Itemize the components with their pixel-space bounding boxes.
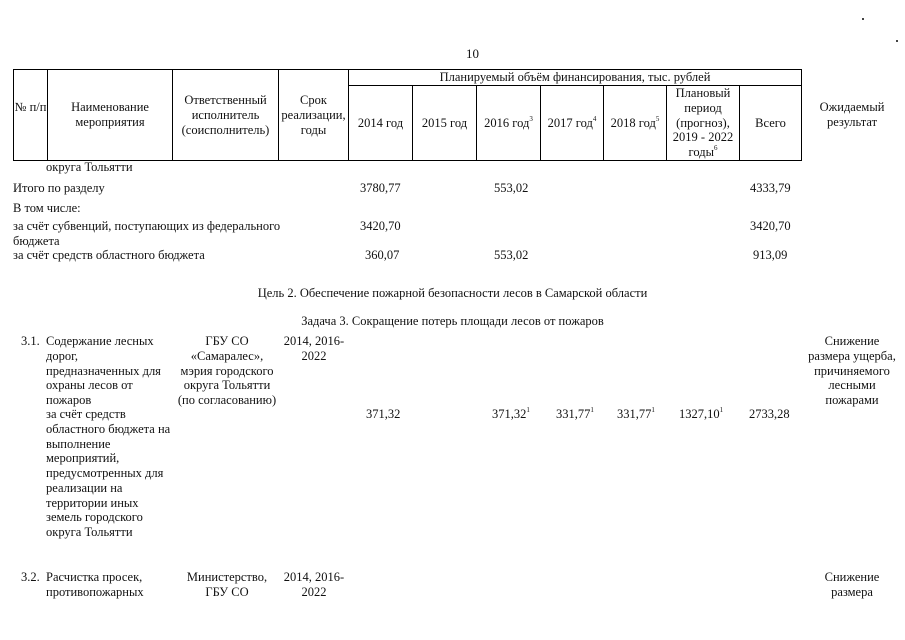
header-result: Ожидаемый результат <box>819 100 885 129</box>
row31-name: Содержание лесных дорог, предназначенных для охраны лесов от пожаров <box>46 334 161 407</box>
row31-plan: 1327,10$^1$ <box>679 406 724 421</box>
header-financing: Планируемый объём финансирования, тыс. рублей <box>439 70 711 84</box>
row31-2018: 331,77$^1$ <box>617 406 655 421</box>
row32-num: 3.2. <box>21 570 40 584</box>
header-2017: 2017 год$^4$ <box>547 115 597 130</box>
summary-regional-sum: 913,09 <box>753 248 788 262</box>
task-heading: Задача 3. Сокращение потерь площади лесов от пожаров <box>301 314 604 328</box>
summary-regional-label: за счёт средств областного бюджета <box>13 248 205 262</box>
summary-total-label: Итого по разделу <box>13 181 105 195</box>
header-name: Наименование мероприятия <box>71 100 149 129</box>
scan-mark <box>862 18 864 20</box>
row32-name: Расчистка просек, противопожарных <box>46 570 144 599</box>
row31-2016: 371,32$^1$ <box>492 406 530 421</box>
page-number: 10 <box>466 46 479 61</box>
header-num: № п/п <box>14 100 47 114</box>
header-2014: 2014 год <box>357 116 404 130</box>
summary-including-label: В том числе: <box>13 201 81 215</box>
header-2015: 2015 год <box>421 116 468 130</box>
scan-mark <box>896 40 898 42</box>
row31-num: 3.1. <box>21 334 40 348</box>
summary-total-2016: 553,02 <box>494 181 529 195</box>
header-2018: 2018 год$^5$ <box>610 115 660 130</box>
row31-2014: 371,32 <box>366 407 401 421</box>
summary-total-2014: 3780,77 <box>360 181 401 195</box>
row31-2017: 331,77$^1$ <box>556 406 594 421</box>
row31-executor: ГБУ СО «Самаралес», мэрия городского округа Тольятти (по согласованию) <box>177 334 277 407</box>
row31-term: 2014, 2016-2022 <box>283 334 345 363</box>
continuation-text: округа Тольятти <box>46 160 133 174</box>
row31-sub-label: за счёт средств областного бюджета на выполнение мероприятий, предусмотренных для реализации на территории иных земель городского округа Тольятти <box>46 407 171 539</box>
row32-result: Снижение размера <box>824 570 880 599</box>
summary-federal-2014: 3420,70 <box>360 219 401 233</box>
header-term: Срок реализации, годы <box>281 93 346 137</box>
summary-federal-label: за счёт субвенций, поступающих из федерального бюджета <box>13 219 281 248</box>
summary-total-sum: 4333,79 <box>750 181 791 195</box>
summary-regional-2014: 360,07 <box>365 248 400 262</box>
row32-term: 2014, 2016-2022 <box>283 570 345 599</box>
header-total: Всего <box>755 116 786 130</box>
summary-regional-2016: 553,02 <box>494 248 529 262</box>
row31-total: 2733,28 <box>749 407 790 421</box>
header-2016: 2016 год$^3$ <box>484 115 533 130</box>
summary-federal-sum: 3420,70 <box>750 219 791 233</box>
header-executor: Ответственный исполнитель (соисполнитель) <box>181 93 270 137</box>
goal-heading: Цель 2. Обеспечение пожарной безопасности лесов в Самарской области <box>257 286 648 300</box>
header-plan-period: Плановый период (прогноз), 2019 - 2022 годы$^6$ <box>672 86 734 159</box>
row32-executor: Министерство, ГБУ СО <box>186 570 268 599</box>
row31-result: Снижение размера ущерба, причиняемого лесными пожарами <box>808 334 896 407</box>
